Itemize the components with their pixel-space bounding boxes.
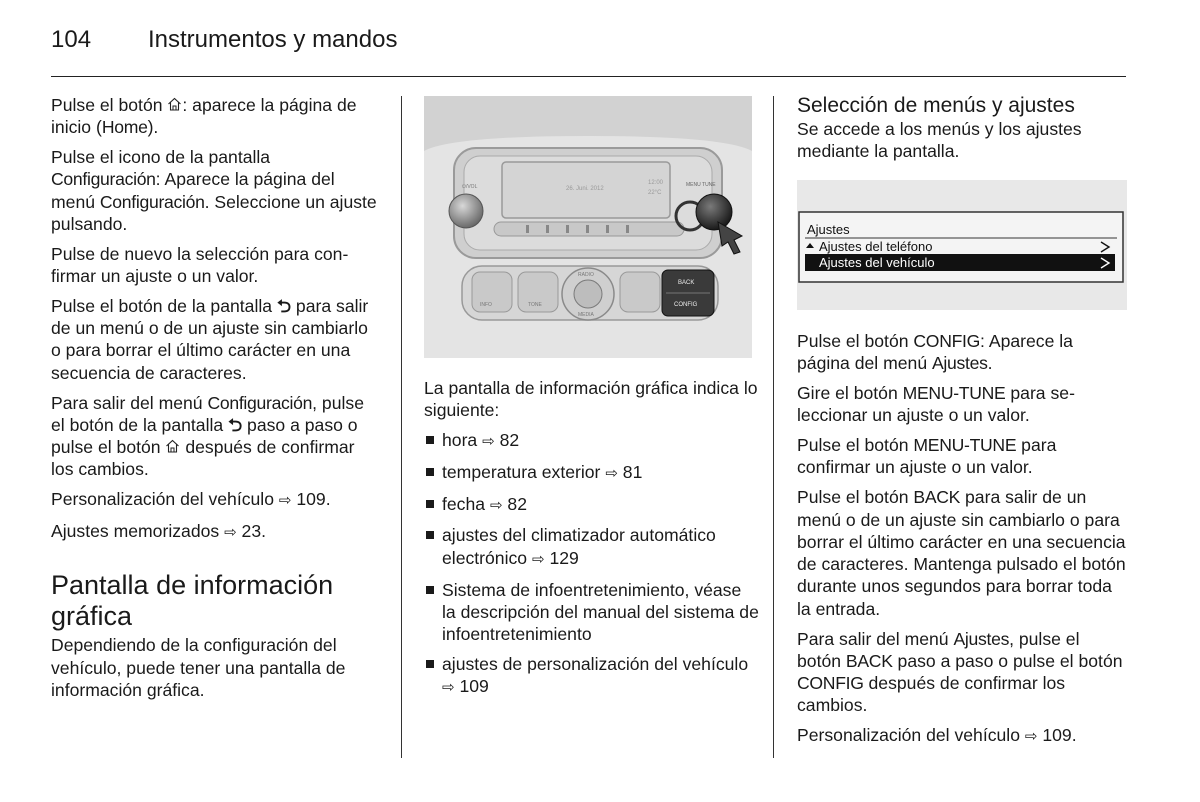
tone-label: TONE [528, 302, 542, 308]
section-heading: Pantalla de información gráfica [51, 570, 334, 632]
page-number: 104 [51, 26, 92, 53]
arrow-icon: ⇨ [531, 550, 545, 568]
radio-label: RADIO [578, 272, 594, 278]
list-item: hora ⇨ 82 [424, 429, 759, 453]
section-heading: Selección de menús y ajustes [797, 94, 1075, 117]
list-item: ajustes de personalización del vehículo ⇨ 109 [424, 653, 759, 700]
column-left [51, 94, 381, 709]
arrow-icon: ⇨ [482, 433, 495, 451]
list-item: fecha ⇨ 82 [424, 493, 759, 517]
paragraph: Pulse de nuevo la selección para confirmar un ajuste o un valor. [51, 243, 349, 287]
paragraph: La pantalla de información gráfica indica lo siguiente: [424, 378, 758, 421]
paragraph: Ajustes memorizados ⇨ 23. [51, 520, 381, 544]
paragraph: Dependiendo de la configuración del vehículo, puede tener una pantalla de información gráfica. [51, 635, 346, 700]
back-icon: ⮌ [276, 295, 292, 316]
paragraph: Pulse el botón : aparece la página de inicio (Home). [51, 95, 357, 138]
arrow-icon: ⇨ [442, 679, 455, 697]
volume-label: ⏻/VOL [462, 184, 478, 190]
display-temp: 22°C [648, 190, 662, 196]
page-header [51, 24, 1126, 77]
chapter-title: Instrumentos y mandos [148, 26, 398, 53]
paragraph: Para salir del menú Configuración, pulse el botón de la pantalla ⮌ paso a paso o pulse el botón después de confirmar los cambios. [51, 392, 364, 480]
display-date: 26. Juni. 2012 [566, 186, 604, 192]
back-icon: ⮌ [228, 414, 243, 435]
column-divider [773, 96, 774, 758]
paragraph: Pulse el botón MENU-TUNE para confirmar un ajuste o un valor. [797, 435, 1057, 478]
home-icon [165, 439, 180, 454]
list-item: Sistema de infoentretenimiento, véase la descripción del manual del sistema de infoentretenimiento [424, 579, 759, 646]
paragraph: Pulse el icono de la pantalla Configuración: Aparece la página del menú Configuración. Seleccione un ajuste pulsando. [51, 147, 377, 234]
media-label: MEDIA [578, 312, 594, 318]
arrow-icon: ⇨ [1024, 728, 1038, 746]
back-label: BACK [678, 280, 695, 286]
paragraph: Se accede a los menús y los ajustes mediante la pantalla. [797, 119, 1082, 162]
arrow-icon: ⇨ [605, 464, 618, 482]
menu-label: MENU TUNE [686, 182, 716, 188]
screen-title: Ajustes [807, 222, 850, 237]
paragraph: Personalización del vehículo ⇨ 109. [797, 724, 1127, 748]
paragraph: Para salir del menú Ajustes, pulse el botón BACK paso a paso o pulse el botón CONFIG después de confirmar los cambios. [797, 628, 1123, 716]
screen-row-phone: Ajustes del teléfono [819, 239, 933, 254]
menu-tune-knob [696, 194, 732, 230]
list-item: ajustes del climatizador automático electrónico ⇨ 129 [424, 524, 759, 571]
config-label: CONFIG [674, 302, 698, 308]
column-right [797, 94, 1127, 170]
paragraph: Personalización del vehículo ⇨ 109. [51, 488, 381, 512]
paragraph: Gire el botón MENU-TUNE para seleccionar un ajuste o un valor. [797, 383, 1075, 426]
paragraph: Pulse el botón de la pantalla ⮌ para salir de un menú o de un ajuste sin cambiarlo o para borrar el último carácter en una secuencia de caracteres. [51, 295, 369, 383]
home-icon [167, 97, 182, 112]
list-item: temperatura exterior ⇨ 81 [424, 461, 759, 485]
arrow-icon: ⇨ [489, 496, 503, 514]
display-time: 12:00 [648, 180, 664, 186]
paragraph: Pulse el botón CONFIG: Aparece la página del menú Ajustes. [797, 331, 1073, 374]
column-middle [424, 377, 759, 707]
info-list [424, 429, 759, 699]
control-panel-photo [424, 96, 752, 358]
volume-knob [449, 194, 483, 228]
info-label: INFO [480, 302, 492, 308]
arrow-icon: ⇨ [278, 492, 292, 510]
paragraph: Pulse el botón BACK para salir de un menú o de un ajuste sin cambiarlo o para borrar el último carácter en una secuencia de caracteres. Mantenga pulsado el botón durante unos segundos para borrar toda la entrada. [797, 487, 1126, 619]
column-divider [401, 96, 402, 758]
arrow-icon: ⇨ [224, 524, 237, 542]
settings-screen-image [797, 180, 1127, 310]
screen-row-vehicle: Ajustes del vehículo [819, 255, 935, 270]
column-right-lower [797, 330, 1127, 756]
